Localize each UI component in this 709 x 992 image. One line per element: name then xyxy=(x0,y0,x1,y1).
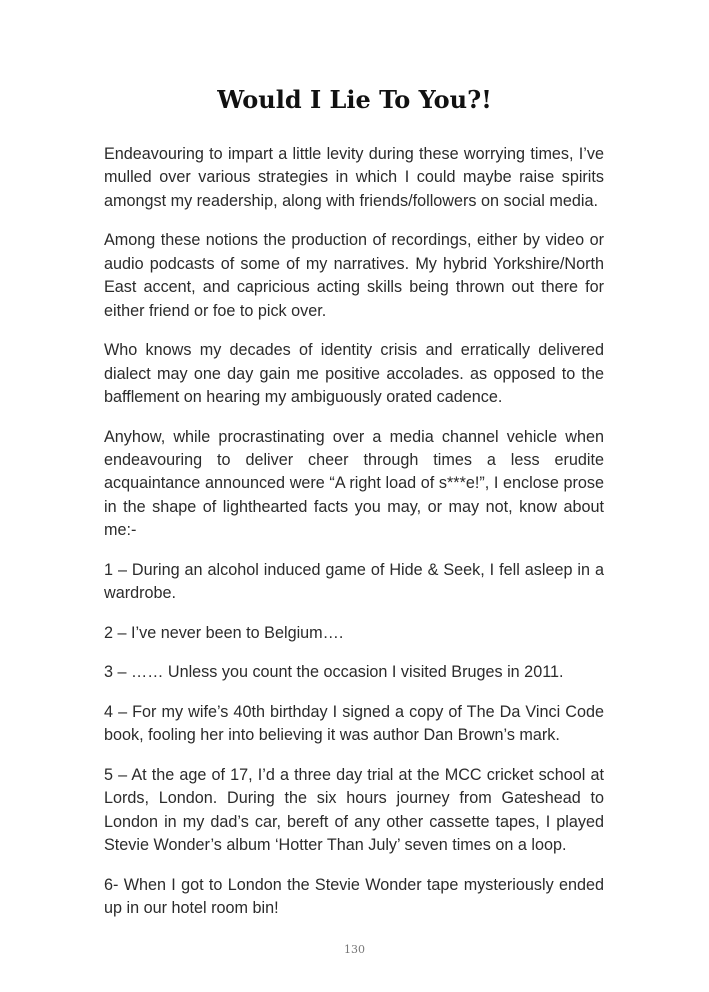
list-item: 5 – At the age of 17, I’d a three day trial at the MCC cricket school at Lords, London. During the six hours journey from Gateshead to London in my dad’s car, bereft of any other cassette tapes, I played Stevie Wonder’s album ‘Hotter Than July’ seven times on a loop. xyxy=(104,766,604,855)
list-item: 1 – During an alcohol induced game of Hide & Seek, I fell asleep in a wardrobe. xyxy=(104,560,604,603)
paragraph: Among these notions the production of recordings, either by video or audio podcasts of some of my narratives. My hybrid Yorkshire/North East accent, and capricious acting skills being thrown out there for either friend or foe to pick over. xyxy=(104,231,604,320)
paragraph: Anyhow, while procrastinating over a media channel vehicle when endeavouring to deliver cheer through times a less erudite acquaintance announced were “A right load of s***e!”, I enclose prose in the shape of lighthearted facts you may, or may not, know about me:- xyxy=(104,427,604,540)
list-item: 6- When I got to London the Stevie Wonder tape mysteriously ended up in our hotel room bin! xyxy=(104,875,604,918)
list-item: 2 – I’ve never been to Belgium…. xyxy=(104,623,344,642)
body-text xyxy=(104,143,604,937)
paragraph: Who knows my decades of identity crisis and erratically delivered dialect may one day gain me positive accolades. as opposed to the bafflement on hearing my ambiguously orated cadence. xyxy=(104,341,604,407)
page-number: 130 xyxy=(344,943,365,956)
page-title: Would I Lie To You?! xyxy=(217,85,492,114)
list-item: 4 – For my wife’s 40th birthday I signed a copy of The Da Vinci Code book, fooling her into believing it was author Dan Brown’s mark. xyxy=(104,703,604,745)
list-item: 3 – …… Unless you count the occasion I visited Bruges in 2011. xyxy=(104,663,564,682)
paragraph: Endeavouring to impart a little levity during these worrying times, I’ve mulled over various strategies in which I could maybe raise spirits amongst my readership, along with friends/followers on social media. xyxy=(104,145,604,210)
